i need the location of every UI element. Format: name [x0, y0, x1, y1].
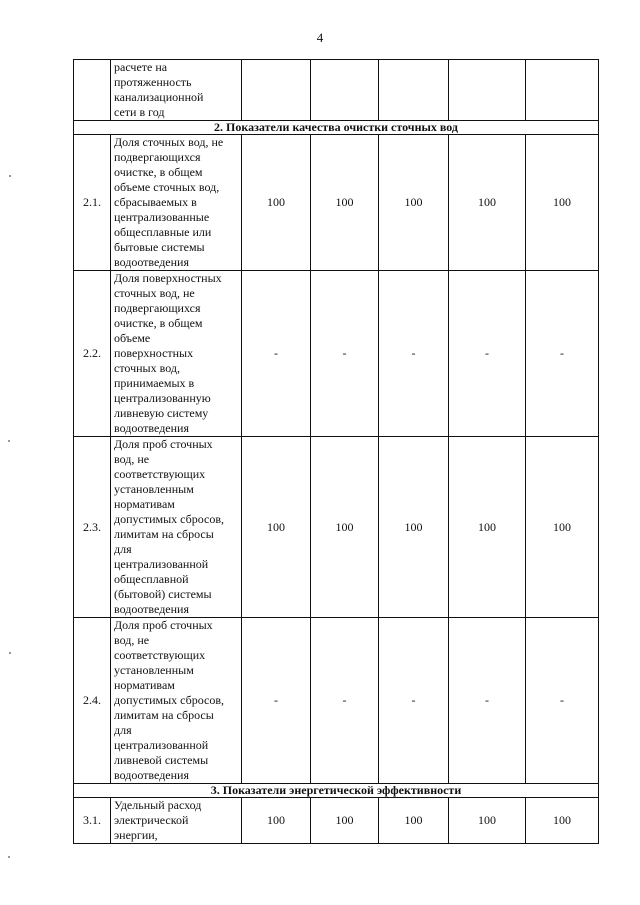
table-row [74, 60, 599, 121]
row-number: 3.1. [74, 798, 111, 844]
row-number [74, 60, 111, 121]
value-cell: - [311, 618, 379, 784]
row-description: Доля сточных вод, не подвергающихся очистке, в общем объеме сточных вод, сбрасываемых в централизованные общесплавные или бытовые системы водоотведения [111, 135, 242, 271]
row-number: 2.4. [74, 618, 111, 784]
value-cell: - [242, 271, 311, 437]
scan-speck [8, 440, 10, 442]
value-cell [379, 60, 449, 121]
value-cell: - [449, 271, 526, 437]
row-description: Доля проб сточных вод, не соответствующих установленным нормативам допустимых сбросов, лимитам на сбросы для централизованной ливневой системы водоотведения [111, 618, 242, 784]
value-cell: - [526, 271, 599, 437]
row-number: 2.1. [74, 135, 111, 271]
section-heading-row [74, 784, 599, 798]
value-cell: - [526, 618, 599, 784]
indicators-table [73, 59, 599, 844]
value-cell: 100 [242, 798, 311, 844]
value-cell [526, 60, 599, 121]
row-number: 2.2. [74, 271, 111, 437]
value-cell [242, 60, 311, 121]
value-cell: - [379, 271, 449, 437]
value-cell: 100 [449, 437, 526, 618]
value-cell [449, 60, 526, 121]
value-cell: - [242, 618, 311, 784]
row-description: Доля поверхностных сточных вод, не подвергающихся очистке, в общем объеме поверхностных сточных вод, принимаемых в централизованную ливневую систему водоотведения [111, 271, 242, 437]
value-cell: 100 [379, 798, 449, 844]
table-row [74, 135, 599, 271]
row-description: Доля проб сточных вод, не соответствующих установленным нормативам допустимых сбросов, лимитам на сбросы для централизованной общесплавной (бытовой) системы водоотведения [111, 437, 242, 618]
scan-speck [9, 652, 11, 654]
table-row [74, 271, 599, 437]
section-heading: 3. Показатели энергетической эффективности [74, 784, 599, 798]
section-heading-row [74, 121, 599, 135]
value-cell: 100 [311, 135, 379, 271]
value-cell: 100 [449, 798, 526, 844]
value-cell: - [449, 618, 526, 784]
value-cell: 100 [379, 135, 449, 271]
value-cell: 100 [242, 437, 311, 618]
value-cell: 100 [311, 437, 379, 618]
value-cell: 100 [526, 437, 599, 618]
value-cell: 100 [379, 437, 449, 618]
table-row [74, 437, 599, 618]
value-cell: - [311, 271, 379, 437]
scan-speck [9, 175, 11, 177]
value-cell: 100 [526, 135, 599, 271]
value-cell: 100 [242, 135, 311, 271]
row-description: Удельный расход электрической энергии, [111, 798, 242, 844]
section-heading: 2. Показатели качества очистки сточных вод [74, 121, 599, 135]
row-description: расчете на протяженность канализационной сети в год [111, 60, 242, 121]
row-number: 2.3. [74, 437, 111, 618]
table-row [74, 798, 599, 844]
value-cell: - [379, 618, 449, 784]
scan-speck [8, 856, 10, 858]
page-number: 4 [316, 30, 324, 45]
value-cell: 100 [449, 135, 526, 271]
table-row [74, 618, 599, 784]
value-cell [311, 60, 379, 121]
value-cell: 100 [526, 798, 599, 844]
value-cell: 100 [311, 798, 379, 844]
